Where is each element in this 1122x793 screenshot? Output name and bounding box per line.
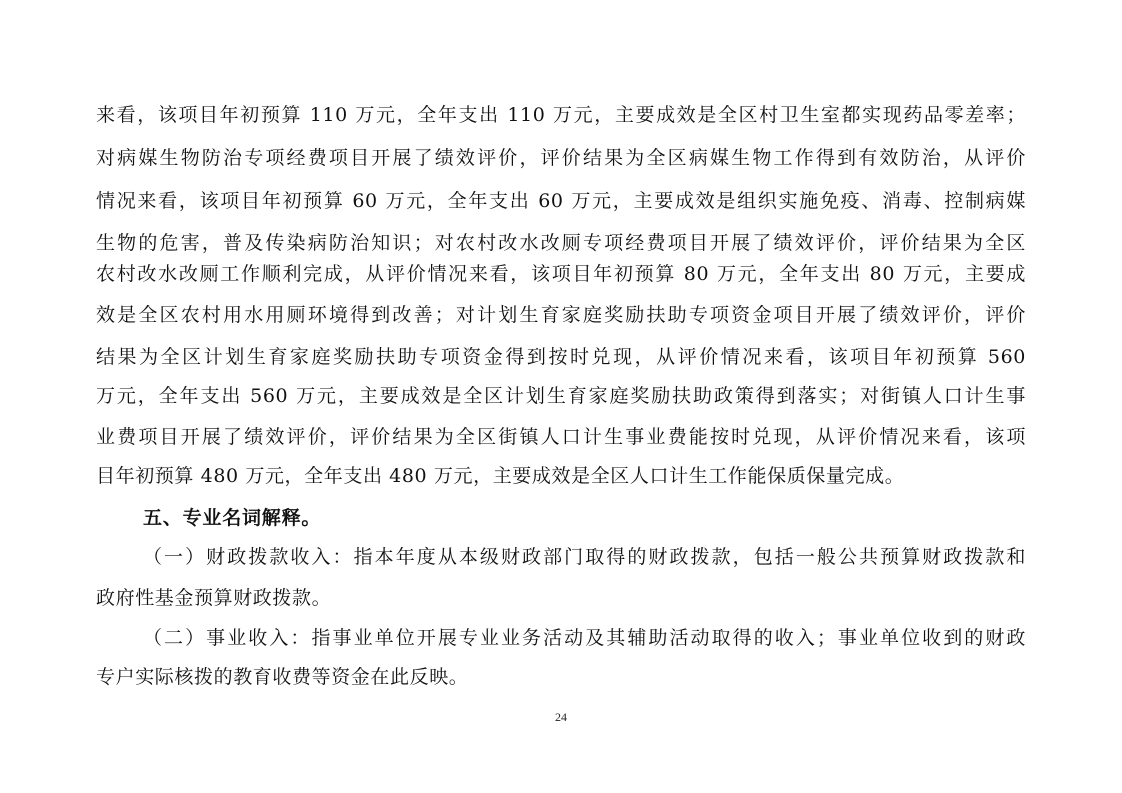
body-text-line: 来看，该项目年初预算 110 万元，全年支出 110 万元，主要成效是全区村卫生室都实现药品零差率；	[96, 104, 1026, 126]
definition-line: （一）财政拨款收入：指本年度从本级财政部门取得的财政拨款，包括一般公共预算财政拨款和	[143, 546, 1026, 568]
section-heading: 五、专业名词解释。	[143, 507, 322, 529]
body-text-line: 农村改水改厕工作顺利完成，从评价情况来看，该项目年初预算 80 万元，全年支出 80 万元，主要成	[96, 263, 1026, 285]
body-text-line: 效是全区农村用水用厕环境得到改善；对计划生育家庭奖励扶助专项资金项目开展了绩效评价，评价	[96, 304, 1026, 326]
body-text-line: 业费项目开展了绩效评价，评价结果为全区街镇人口计生事业费能按时兑现，从评价情况来看，该项	[96, 426, 1026, 448]
body-text-line: 对病媒生物防治专项经费项目开展了绩效评价，评价结果为全区病媒生物工作得到有效防治，从评价	[96, 147, 1026, 169]
definition-line: （二）事业收入：指事业单位开展专业业务活动及其辅助活动取得的收入；事业单位收到的财政	[143, 627, 1026, 649]
body-text-line: 生物的危害，普及传染病防治知识；对农村改水改厕专项经费项目开展了绩效评价，评价结果为全区	[96, 232, 1026, 254]
body-text-line: 万元，全年支出 560 万元，主要成效是全区计划生育家庭奖励扶助政策得到落实；对街镇人口计生事	[96, 385, 1026, 407]
definition-line: 专户实际核拨的教育收费等资金在此反映。	[96, 666, 469, 688]
page-number: 24	[555, 710, 567, 724]
body-text-line: 目年初预算 480 万元，全年支出 480 万元，主要成效是全区人口计生工作能保质保量完成。	[96, 465, 905, 487]
definition-line: 政府性基金预算财政拨款。	[96, 587, 332, 609]
body-text-line: 情况来看，该项目年初预算 60 万元，全年支出 60 万元，主要成效是组织实施免疫、消毒、控制病媒	[96, 190, 1026, 212]
body-text-line: 结果为全区计划生育家庭奖励扶助专项资金得到按时兑现，从评价情况来看，该项目年初预算 560	[96, 346, 1026, 368]
